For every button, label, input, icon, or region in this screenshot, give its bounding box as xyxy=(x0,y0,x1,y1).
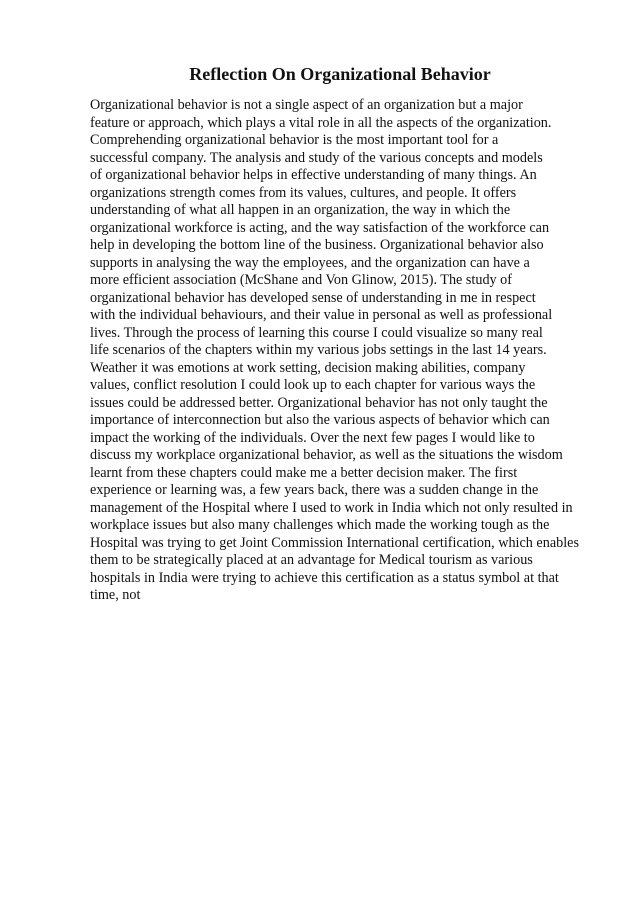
text-line: successful company. The analysis and study of the various concepts and models xyxy=(90,149,543,166)
text-line: management of the Hospital where I used to work in India which not only resulted in xyxy=(90,499,573,516)
text-line: impact the working of the individuals. Over the next few pages I would like to xyxy=(90,429,535,446)
body-paragraph xyxy=(90,97,610,605)
text-line: organizations strength comes from its values, cultures, and people. It offers xyxy=(90,184,517,201)
text-line: issues could be addressed better. Organizational behavior has not only taught the xyxy=(90,394,548,411)
text-line: importance of interconnection but also the various aspects of behavior which can xyxy=(90,412,550,428)
text-line: Weather it was emotions at work setting, decision making abilities, company xyxy=(90,359,526,376)
text-line: more efficient association (McShane and Von Glinow, 2015). The study of xyxy=(90,272,512,288)
text-line: of organizational behavior helps in effective understanding of many things. An xyxy=(90,167,537,183)
text-line: them to be strategically placed at an advantage for Medical tourism as various xyxy=(90,552,533,568)
text-line: feature or approach, which plays a vital role in all the aspects of the organization. xyxy=(90,114,552,131)
text-line: values, conflict resolution I could look up to each chapter for various ways the xyxy=(90,377,536,393)
text-line: understanding of what all happen in an organization, the way in which the xyxy=(90,202,511,218)
document-title: Reflection On Organizational Behavior xyxy=(189,64,491,84)
text-line: Hospital was trying to get Joint Commission International certification, which enables xyxy=(90,534,579,551)
text-line: workplace issues but also many challenges which made the working tough as the xyxy=(90,517,550,533)
text-line: experience or learning was, a few years back, there was a sudden change in the xyxy=(90,482,539,498)
text-line: Organizational behavior is not a single aspect of an organization but a major xyxy=(90,97,523,113)
text-line: learnt from these chapters could make me a better decision maker. The first xyxy=(90,464,518,481)
text-line: hospitals in India were trying to achieve this certification as a status symbol at that xyxy=(90,569,559,586)
text-line: organizational behavior has developed sense of understanding in me in respect xyxy=(90,289,536,306)
text-line: organizational workforce is acting, and the way satisfaction of the workforce can xyxy=(90,219,550,236)
text-line: help in developing the bottom line of the business. Organizational behavior also xyxy=(90,237,544,253)
text-line: with the individual behaviours, and their value in personal as well as professional xyxy=(90,307,553,323)
text-line: discuss my workplace organizational behavior, as well as the situations the wisdom xyxy=(90,447,563,463)
text-line: time, not xyxy=(90,587,141,603)
text-line: Comprehending organizational behavior is the most important tool for a xyxy=(90,132,499,148)
text-line: lives. Through the process of learning this course I could visualize so many real xyxy=(90,324,543,341)
text-line: supports in analysing the way the employees, and the organization can have a xyxy=(90,254,530,271)
text-line: life scenarios of the chapters within my various jobs settings in the last 14 years. xyxy=(90,342,547,358)
